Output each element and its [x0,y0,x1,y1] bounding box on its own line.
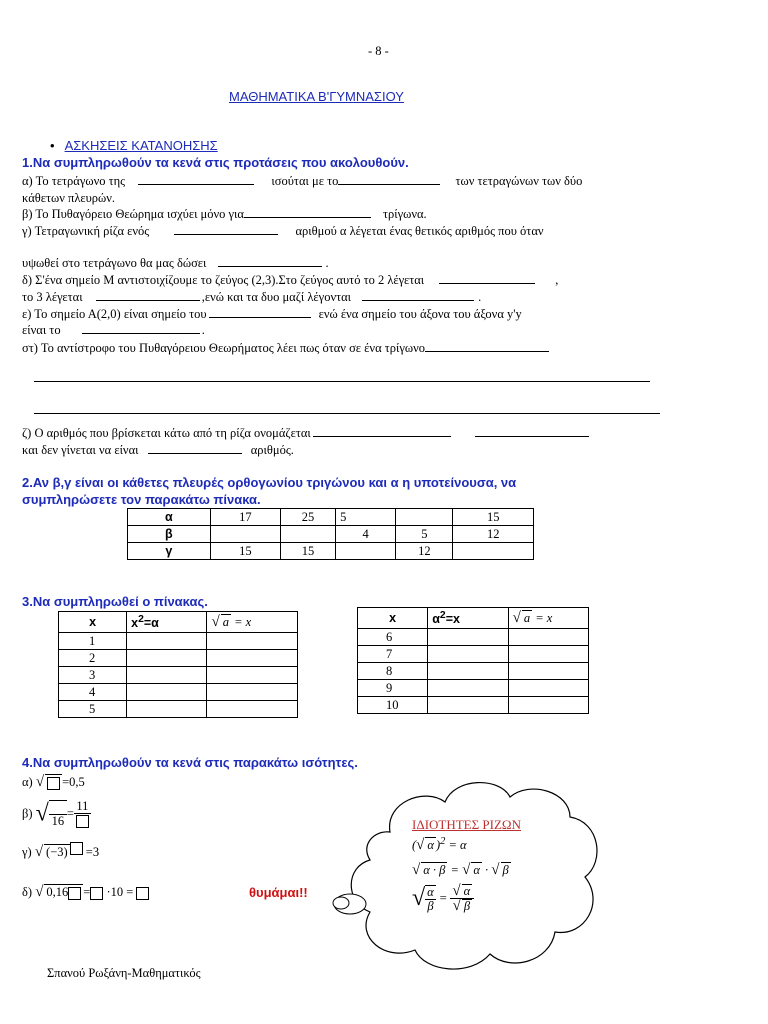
cloud-bubble [333,897,349,909]
table-cell[interactable] [428,697,508,714]
table-cell: 5 [59,701,127,718]
table-cell[interactable] [508,680,588,697]
ex1-line-c2 [22,256,329,271]
ex1-d-text2: , [555,273,559,287]
table-cell: 4 [59,684,127,701]
fraction-den: 16 [51,814,65,828]
header-suffix: =α [143,616,159,631]
table-cell: 7 [358,646,428,663]
table-row [358,646,589,663]
blank-field[interactable] [313,427,451,437]
exponent: 2 [440,836,446,847]
ex1-line-d [22,273,558,288]
row-header: β [128,526,211,543]
blank-field[interactable] [338,175,440,185]
column-header-sqrt [508,608,588,629]
table-cell[interactable]: 15 [210,543,280,560]
blank-field[interactable] [425,342,549,352]
table-cell[interactable]: 15 [281,543,336,560]
header-radicand: a [523,610,531,625]
header-eq: = x [535,610,553,625]
radical-icon: √ [35,800,49,827]
exercise-2-title: 2.Αν β,γ είναι οι κάθετες πλευρές ορθογωνίου τριγώνου και α η υποτείνουσα, να [22,475,517,490]
table-cell[interactable] [508,697,588,714]
item-rhs: =0,5 [62,775,85,789]
ex1-a-text2: ισούται με το [271,174,339,188]
fraction-den [450,899,474,913]
blank-field[interactable] [244,208,371,218]
ex4-item-c [22,844,99,861]
table-row [358,680,589,697]
cloud-title: ΙΔΙΟΤΗΤΕΣ ΡΙΖΩΝ [412,817,521,832]
item-label: β) [22,806,33,821]
ex4-item-b [22,800,91,828]
ex1-a-text: α) Το τετράγωνο της [22,174,126,188]
radicand [44,884,83,900]
property-1: (√ α )$^2$ = α [412,836,467,854]
table-row [128,526,534,543]
answer-box[interactable] [136,887,149,900]
table-cell: 3 [59,667,127,684]
ex1-line-c [22,224,544,239]
table-cell[interactable] [428,663,508,680]
radical-icon: √ [35,884,44,900]
radicand: β [502,863,509,877]
table-cell[interactable] [453,543,534,560]
exercise-1-title: 1.Να συμπληρωθούν τα κενά στις προτάσεις που ακολουθούν. [22,155,409,170]
radicand: α [427,838,434,853]
fraction-den [74,814,91,828]
answer-box[interactable] [90,887,103,900]
table-cell[interactable] [207,633,298,650]
column-header-x: x [59,612,127,633]
table-row [128,509,534,526]
bullet-icon: • [50,138,55,153]
property-3 [412,884,474,913]
radicand: (−3) [46,845,68,859]
table-cell[interactable] [127,701,207,718]
answer-box[interactable] [68,887,81,900]
table-cell[interactable] [127,667,207,684]
ex1-b-text: β) Το Πυθαγόρειο Θεώρημα ισχύει μόνο για [22,207,244,221]
ex1-g-text3: αριθμός. [250,443,294,457]
blank-field[interactable] [362,291,474,301]
property-rhs: = α [448,838,467,853]
ex1-c-text: γ) Τετραγωνική ρίζα ενός [22,224,150,238]
table-row [358,697,589,714]
table-row [128,543,534,560]
column-header-sqrt [207,612,298,633]
table-header-row [59,612,298,633]
section-title: ΑΣΚΗΣΕΙΣ ΚΑΤΑΝΟΗΣΗΣ [64,138,218,153]
header-sup: 2 [138,613,144,625]
answer-box[interactable] [70,842,83,855]
table-cell[interactable] [428,629,508,646]
table-row [358,663,589,680]
table-row [59,650,298,667]
table-cell[interactable]: 12 [396,543,453,560]
header-sup: 2 [439,609,446,621]
answer-line[interactable] [34,381,650,382]
radicand-text: 0,16 [46,885,69,899]
table-cell[interactable] [207,667,298,684]
ex1-line-b [22,207,427,222]
ex1-d-text: δ) Σ'ένα σημείο Μ αντιστοιχίζουμε το ζεύγος (2,3).Στο ζεύγος αυτό το 2 λέγεται [22,273,425,287]
radicand: α [473,863,480,877]
radical-icon: √ [416,837,425,854]
ex1-d-text4: ,ενώ και τα δυο μαζί λέγονται [201,290,352,304]
property-2 [412,862,511,879]
fraction-num: 11 [74,800,91,814]
table-cell: 10 [358,697,428,714]
table-cell[interactable] [281,526,336,543]
ex1-line-f [22,341,549,356]
radical-icon: √ [35,774,45,790]
table-cell[interactable]: 25 [281,509,336,526]
page-number: - 8 - [368,44,389,58]
column-header-x-squared [127,612,207,633]
table-cell[interactable] [508,663,588,680]
radical-icon: √ [452,883,461,899]
answer-box[interactable] [47,777,60,790]
table-cell[interactable] [508,646,588,663]
table-row [59,667,298,684]
item-label: α) [22,775,33,789]
fraction-num: α [427,884,434,899]
ex1-d-text3: το 3 λέγεται [22,290,83,304]
radical-icon: √ [512,609,521,626]
header-suffix: =x [445,612,460,627]
ex1-f-text: στ) Το αντίστροφο του Πυθαγόρειου Θεωρήματος λέει πως όταν σε ένα τρίγωνο [22,341,426,355]
blank-field[interactable] [218,257,322,267]
ex1-b-text2: τρίγωνα. [382,207,427,221]
item-mid: ·10 = [106,885,134,899]
radicand: β [463,899,471,913]
equals-sign: = [438,891,448,905]
ex1-d-text5: . [478,290,482,304]
column-header-a-squared [428,608,508,629]
ex1-a-text3: των τετραγώνων των δύο [455,174,583,188]
ex1-g-text2: και δεν γίνεται να είναι [22,443,139,457]
blank-field[interactable] [82,324,200,334]
table-cell[interactable]: 5 [336,509,396,526]
header-radicand: a [222,614,229,629]
table-cell[interactable]: 17 [210,509,280,526]
ex1-line-a [22,174,582,189]
section-heading [50,138,218,153]
ex1-c-text2: αριθμού α λέγεται ένας θετικός αριθμός που όταν [295,224,544,238]
table-cell[interactable] [428,680,508,697]
ex1-line-e [22,307,522,322]
radicand [45,774,62,790]
exercise-2-title-2: συμπληρώσετε τον παρακάτω πίνακα. [22,492,261,507]
table-row [358,629,589,646]
ex1-c-text4: . [325,256,329,270]
table-cell[interactable] [127,633,207,650]
table-row [59,633,298,650]
radical-icon: √ [452,898,461,914]
ex1-line-e2 [22,323,205,338]
table-cell: 1 [59,633,127,650]
blank-field[interactable] [174,225,278,235]
item-rhs: =3 [85,845,100,859]
radical-icon: √ [412,862,421,878]
fraction-den: β [427,898,434,913]
ex1-line-g2 [22,443,294,458]
item-label: δ) [22,885,33,899]
ex1-c-text3: υψωθεί στο τετράγωνο θα μας δώσει [22,256,207,270]
document-title: ΜΑΘΗΜΑΤΙΚΑ Β'ΓΥΜΝΑΣΙΟΥ [229,89,404,104]
footer-author: Σπανού Ρωξάνη-Μαθηματικός [47,966,201,980]
answer-box[interactable] [76,815,89,828]
table-cell[interactable] [127,650,207,667]
row-header: γ [128,543,211,560]
table-cell[interactable] [127,684,207,701]
ex3-right-table [357,607,589,714]
ex1-e-text2: ενώ ένα σημείο του άξονα του άξονα y'y [318,307,522,321]
header-a: α [432,612,440,627]
table-row [59,701,298,718]
equals-sign: = [66,806,74,821]
blank-field[interactable] [209,308,311,318]
blank-field[interactable] [148,444,242,454]
table-cell: 9 [358,680,428,697]
table-cell[interactable] [508,629,588,646]
ex4-item-d: δ) √ 0,16 = ·10 = [22,884,149,901]
header-eq: = x [234,614,252,629]
ex1-e-text4: . [201,323,205,337]
radical-icon: √ [412,885,426,911]
dot-sign: · [485,863,489,877]
radical-icon: √ [211,613,220,630]
blank-field[interactable] [439,274,535,284]
ex1-e-text3: είναι το [22,323,61,337]
blank-field[interactable] [96,291,200,301]
blank-field[interactable] [475,427,589,437]
ex2-table [127,508,534,560]
answer-line[interactable] [34,413,660,414]
blank-field[interactable] [138,175,254,185]
table-cell[interactable]: 5 [396,526,453,543]
table-cell[interactable] [210,526,280,543]
table-row [59,684,298,701]
header-x: x [131,616,139,631]
table-cell: 6 [358,629,428,646]
radicand: α [463,884,471,898]
ex1-line-a2: κάθετων πλευρών. [22,191,116,205]
radical-icon: √ [491,862,500,878]
ex1-line-d2 [22,290,481,305]
fraction-num [49,801,67,815]
fraction-num [450,884,474,899]
table-cell[interactable] [336,543,396,560]
table-cell[interactable] [207,701,298,718]
exercise-3-title: 3.Να συμπληρωθεί ο πίνακας. [22,594,208,609]
table-cell[interactable]: 15 [453,509,534,526]
radicand: α · β [423,863,446,877]
ex4-item-a [22,774,85,791]
table-cell[interactable] [207,650,298,667]
table-cell[interactable]: 12 [453,526,534,543]
ex1-g-text: ζ) Ο αριθμός που βρίσκεται κάτω από τη ρίζα ονομάζεται [22,426,311,440]
radical-icon: √ [462,862,471,878]
exercise-4-title: 4.Να συμπληρωθούν τα κενά στις παρακάτω ισότητες. [22,755,358,770]
ex1-e-text: ε) Το σημείο Α(2,0) είναι σημείο του [22,307,207,321]
remember-note: θυμάμαι!! [249,885,308,900]
item-label: γ) [22,845,32,859]
fraction [425,885,436,913]
fraction [74,800,91,828]
equals-sign: = [450,863,459,877]
ex3-left-table [58,611,298,718]
table-cell[interactable]: 4 [336,526,396,543]
table-cell[interactable] [428,646,508,663]
row-header: α [128,509,211,526]
table-cell: 8 [358,663,428,680]
table-header-row [358,608,589,629]
fraction [450,884,474,913]
table-cell[interactable] [396,509,453,526]
radical-icon: √ [34,844,44,860]
ex1-line-g [22,426,589,441]
fraction [49,800,67,828]
table-cell: 2 [59,650,127,667]
table-cell[interactable] [207,684,298,701]
column-header-x: x [358,608,428,629]
